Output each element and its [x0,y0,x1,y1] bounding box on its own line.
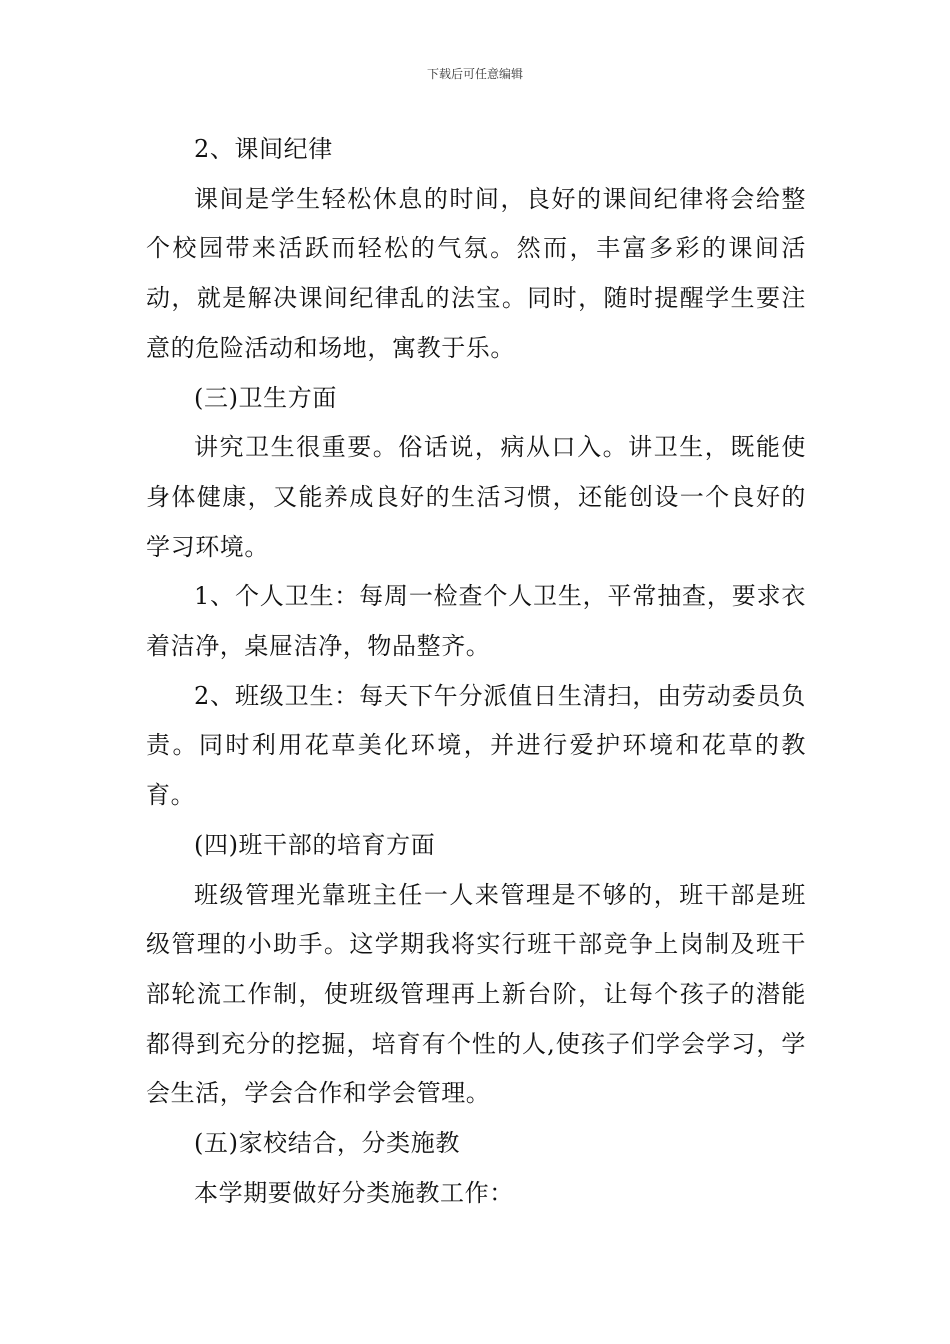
paragraph-recess: 课间是学生轻松休息的时间，良好的课间纪律将会给整个校园带来活跃而轻松的气氛。然而，丰富多彩的课间活动，就是解决课间纪律乱的法宝。同时，随时提醒学生要注意的危险活动和场地，寓教于乐。 [146,184,806,362]
paragraph-personal-hygiene: 1、个人卫生：每周一检查个人卫生，平常抽查，要求衣着洁净，桌屉洁净，物品整齐。 [146,582,806,661]
paragraph-hygiene: 讲究卫生很重要。俗话说，病从口入。讲卫生，既能使身体健康，又能养成良好的生活习惯，还能创设一个良好的学习环境。 [146,433,806,561]
download-note: 下载后可任意编辑 [426,67,523,81]
heading-home-school: (五)家校结合，分类施教 [194,1129,460,1158]
paragraph-class-cadre: 班级管理光靠班主任一人来管理是不够的，班干部是班级管理的小助手。这学期我将实行班干部竞争上岗制及班干部轮流工作制，使班级管理再上新台阶，让每个孩子的潜能都得到充分的挖掘，培育有个性的人,使孩子们学会学习，学会生活，学会合作和学会管理。 [146,880,806,1108]
heading-recess-discipline: 2、课间纪律 [194,135,333,163]
heading-hygiene: (三)卫生方面 [194,383,337,412]
paragraph-home-school: 本学期要做好分类施教工作： [194,1178,514,1207]
document-body [146,125,806,1218]
paragraph-class-hygiene: 2、班级卫生：每天下午分派值日生清扫，由劳动委员负责。同时利用花草美化环境，并进行爱护环境和花草的教育。 [146,681,806,810]
heading-class-cadre: (四)班干部的培育方面 [194,830,436,859]
